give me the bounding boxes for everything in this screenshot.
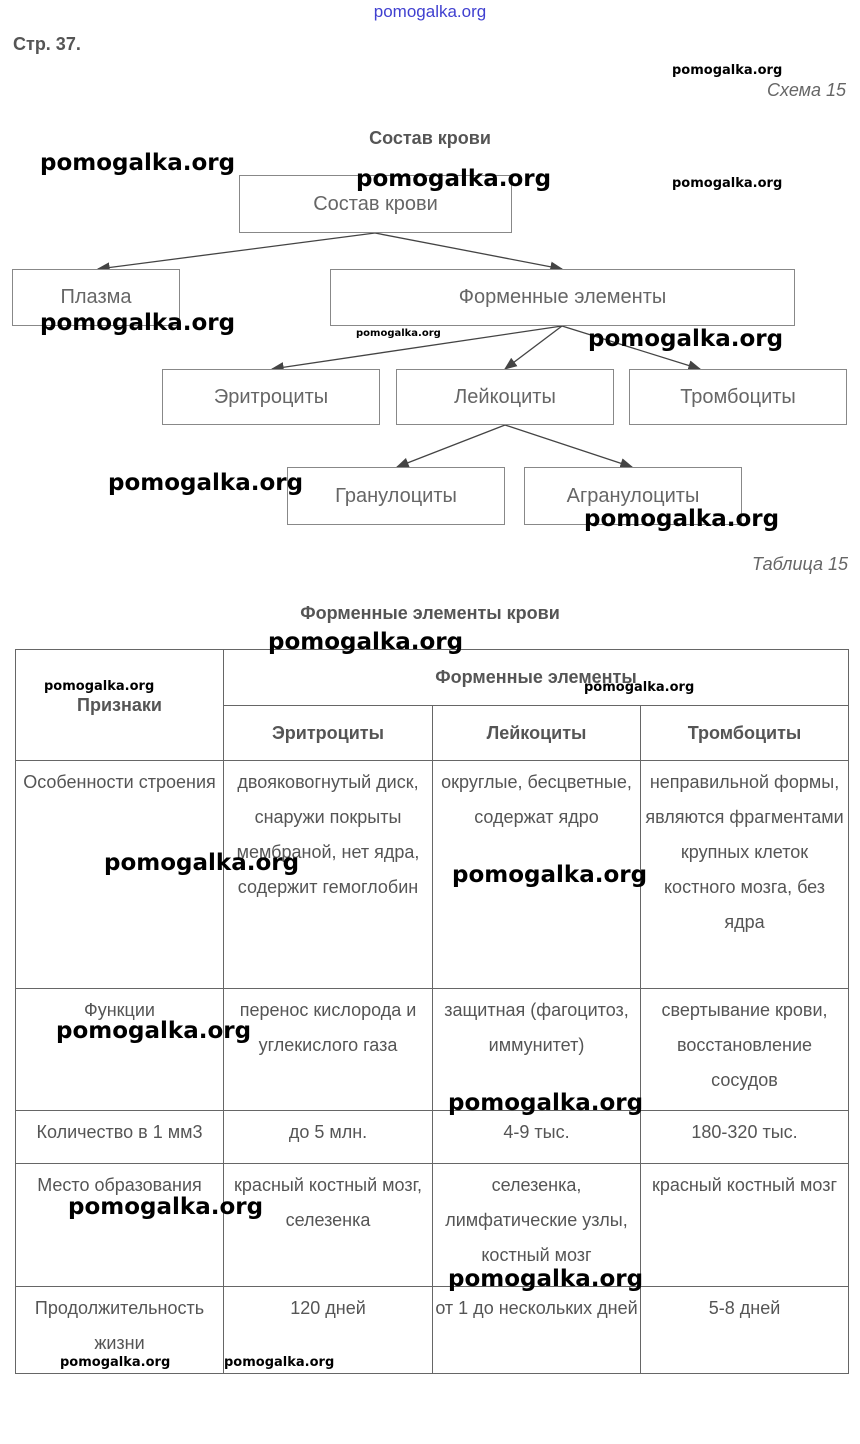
value-cell: красный костный мозг xyxy=(641,1164,849,1287)
watermark: pomogalka.org xyxy=(108,470,304,496)
watermark: pomogalka.org xyxy=(104,850,300,876)
page-number: Стр. 37. xyxy=(13,34,81,54)
value-cell: неправильной формы, являются фрагментами крупных клеток костного мозга, без ядра xyxy=(641,761,849,989)
watermark: pomogalka.org xyxy=(448,1266,644,1292)
row-sign-cell: Количество в 1 мм3 xyxy=(16,1111,224,1164)
value-cell: 120 дней xyxy=(224,1287,433,1374)
node-formed-elements xyxy=(330,269,795,326)
watermark: pomogalka.org xyxy=(56,1018,252,1044)
row-sign-cell: Место образования xyxy=(16,1164,224,1287)
value-cell: перенос кислорода и углекислого газа xyxy=(224,989,433,1111)
node-thrombocytes xyxy=(629,369,847,425)
value-cell: красный костный мозг, селезенка xyxy=(224,1164,433,1287)
value-cell: селезенка, лимфатические узлы, костный мозг xyxy=(433,1164,641,1287)
table-row xyxy=(16,989,849,1111)
value-cell: до 5 млн. xyxy=(224,1111,433,1164)
table-title: Форменные элементы крови xyxy=(300,603,560,623)
watermark: pomogalka.org xyxy=(672,63,783,78)
watermark: pomogalka.org xyxy=(452,862,648,888)
watermark: pomogalka.org xyxy=(356,328,441,339)
node-label: Форменные элементы xyxy=(458,286,667,308)
header-leukocytes: Лейкоциты xyxy=(433,706,641,761)
watermark: pomogalka.org xyxy=(584,506,780,532)
table-row xyxy=(16,1164,849,1287)
blood-cells-table xyxy=(15,649,849,1374)
node-label: Плазма xyxy=(60,286,132,308)
row-sign-cell: Особенности строения xyxy=(16,761,224,989)
node-label: Эритроциты xyxy=(213,385,329,408)
watermark: pomogalka.org xyxy=(448,1090,644,1116)
node-leukocytes xyxy=(396,369,614,425)
value-cell: округлые, бесцветные, содержат ядро xyxy=(433,761,641,989)
header-thrombocytes: Тромбоциты xyxy=(641,706,849,761)
diagram-title: Состав крови xyxy=(369,128,491,148)
value-cell: свертывание крови, восстановление сосудов xyxy=(641,989,849,1111)
table-row xyxy=(16,1111,849,1164)
watermark: pomogalka.org xyxy=(44,679,155,694)
node-erythrocytes xyxy=(162,369,380,425)
value-cell: защитная (фагоцитоз, иммунитет) xyxy=(433,989,641,1111)
site-link-top[interactable]: pomogalka.org xyxy=(373,2,487,21)
node-label: Агранулоциты xyxy=(566,484,700,507)
node-label: Тромбоциты xyxy=(680,385,796,408)
node-label: Лейкоциты xyxy=(454,385,556,408)
row-sign-cell: Продолжительность жизни xyxy=(16,1287,224,1374)
watermark: pomogalka.org xyxy=(40,310,236,336)
watermark: pomogalka.org xyxy=(588,326,784,352)
header-formed-elements: Форменные элементы xyxy=(224,650,849,706)
row-sign-cell: Функции xyxy=(16,989,224,1111)
node-granulocytes xyxy=(287,467,505,525)
table-label: Таблица 15 xyxy=(751,554,848,574)
value-cell: 4-9 тыс. xyxy=(433,1111,641,1164)
watermark: pomogalka.org xyxy=(356,166,552,192)
value-cell: 5-8 дней xyxy=(641,1287,849,1374)
value-cell: от 1 до нескольких дней xyxy=(433,1287,641,1374)
value-cell: 180-320 тыс. xyxy=(641,1111,849,1164)
node-label: Состав крови xyxy=(313,192,438,215)
header-erythrocytes: Эритроциты xyxy=(224,706,433,761)
watermark: pomogalka.org xyxy=(60,1355,171,1370)
header-signs: Признаки xyxy=(16,650,224,761)
watermark: pomogalka.org xyxy=(268,629,464,655)
watermark: pomogalka.org xyxy=(40,150,236,176)
watermark: pomogalka.org xyxy=(672,176,783,191)
schema-label: Схема 15 xyxy=(767,80,846,100)
watermark: pomogalka.org xyxy=(584,680,695,695)
watermark: pomogalka.org xyxy=(68,1194,264,1220)
node-label: Гранулоциты xyxy=(335,484,457,507)
watermark: pomogalka.org xyxy=(224,1355,335,1370)
value-cell: двояковогнутый диск, снаружи покрыты мембраной, нет ядра, содержит гемоглобин xyxy=(224,761,433,989)
